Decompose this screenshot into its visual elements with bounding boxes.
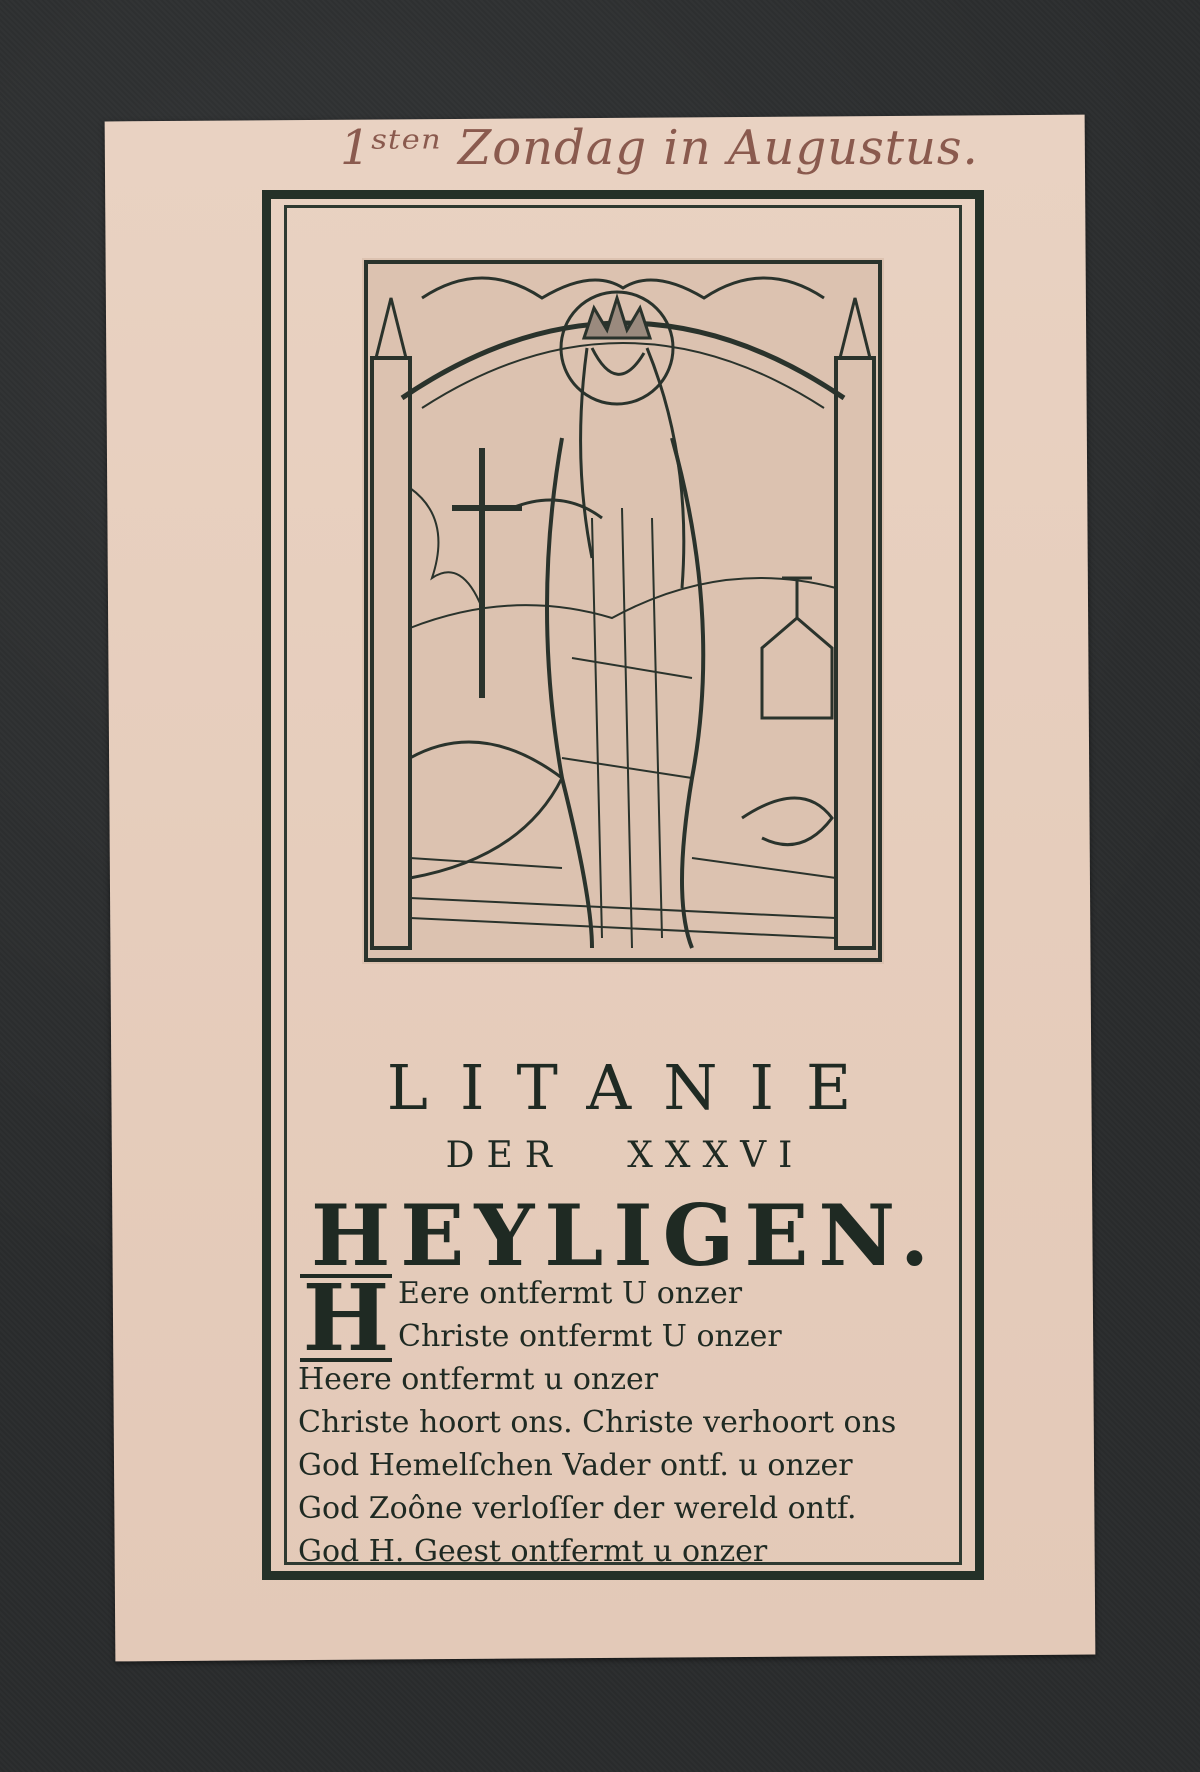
title-block: [290, 1050, 960, 1286]
litany-text: [298, 1272, 958, 1573]
woodcut-background: [362, 258, 884, 964]
litany-line: God Hemelſchen Vader ontf. u onzer: [298, 1448, 853, 1483]
litany-line: Christe hoort ons. Christe verhoort ons: [298, 1405, 897, 1440]
litany-line: God Zoône verloſſer der wereld ontf.: [298, 1491, 857, 1526]
title-heyligen: HEYLIGEN.: [310, 1186, 940, 1285]
handwritten-note: 1ˢᵗᵉⁿ Zondag in Augustus.: [340, 120, 979, 176]
litany-line: God H. Geest ontfermt u onzer: [298, 1534, 768, 1569]
title-der-xxxvi: DER XXXVI: [445, 1135, 805, 1176]
litany-line: Heere ontfermt u onzer: [298, 1362, 659, 1397]
litany-line: Eere ontfermt U onzer: [398, 1276, 743, 1311]
decorated-initial: H: [300, 1274, 392, 1362]
woodcut-illustration: [362, 258, 884, 964]
title-litanie: LITANIE: [386, 1051, 884, 1124]
litany-line: Christe ontfermt U onzer: [398, 1319, 782, 1354]
